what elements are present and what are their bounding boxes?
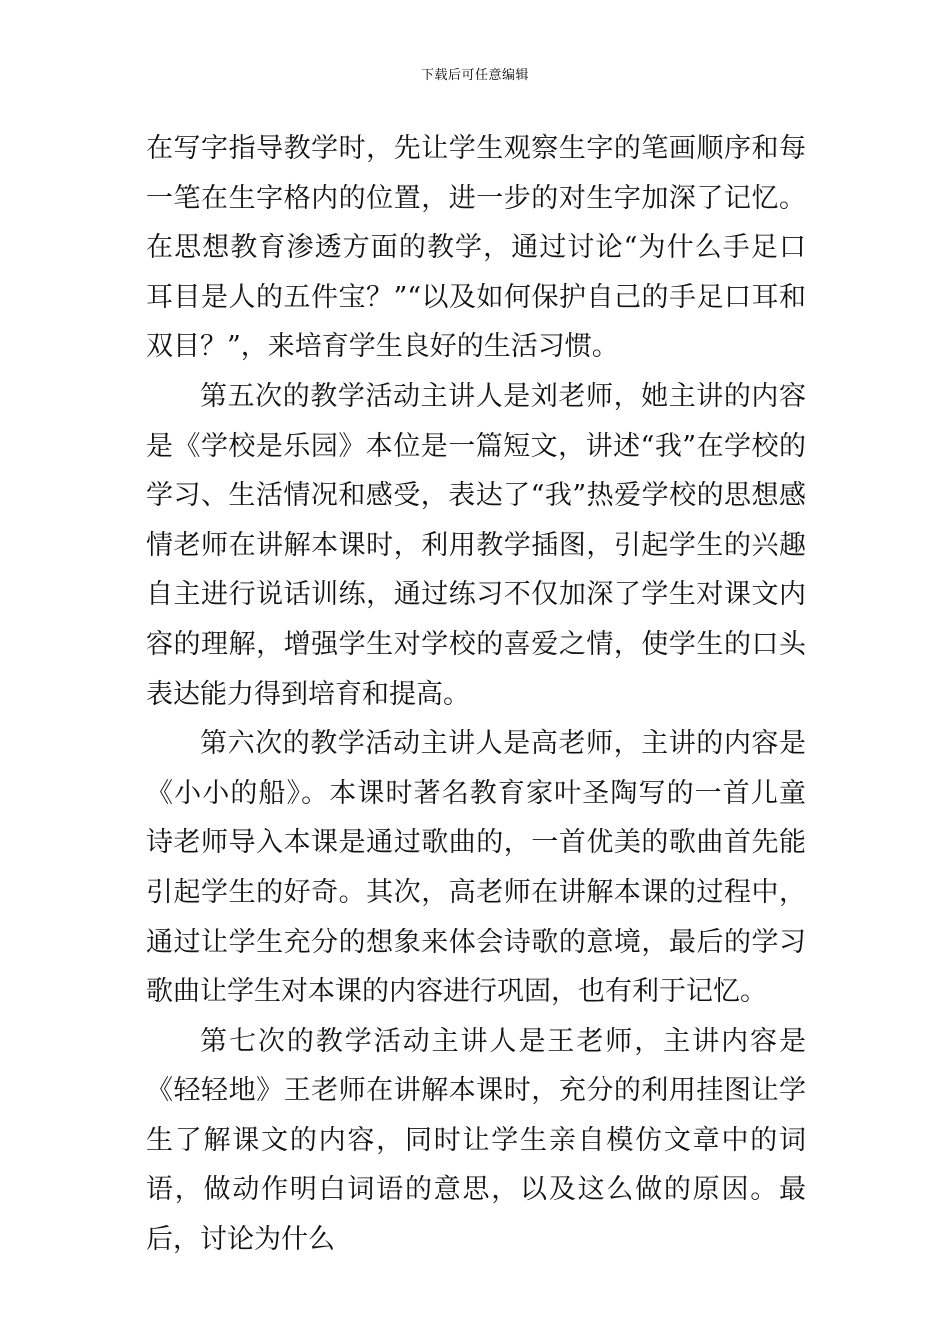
paragraph-1: 在写字指导教学时，先让学生观察生字的笔画顺序和每一笔在生字格内的位置，进一步的对生字加深了记忆。在思想教育渗透方面的教学，通过讨论“为什么手足口耳目是人的五件宝？”“以及如何保护自己的手足口耳和双目？”，来培育学生良好的生活习惯。 <box>146 133 806 363</box>
paragraph-4: 第七次的教学活动主讲人是王老师，主讲内容是《轻轻地》王老师在讲解本课时，充分的利用挂图让学生了解课文的内容，同时让学生亲自模仿文章中的词语，做动作明白词语的意思，以及这么做的原因。最后，讨论为什么 <box>146 1025 806 1256</box>
document-body <box>146 124 806 1265</box>
page-header: 下载后可任意编辑 <box>420 68 529 83</box>
paragraph-2: 第五次的教学活动主讲人是刘老师，她主讲的内容是《学校是乐园》本位是一篇短文，讲述“我”在学校的学习、生活情况和感受，表达了“我”热爱学校的思想感情老师在讲解本课时，利用教学插图，引起学生的兴趣自主进行说话训练，通过练习不仅加深了学生对课文内容的理解，增强学生对学校的喜爱之情，使学生的口头表达能力得到培育和提高。 <box>146 380 806 710</box>
paragraph-3: 第六次的教学活动主讲人是高老师，主讲的内容是《小小的船》。本课时著名教育家叶圣陶写的一首儿童诗老师导入本课是通过歌曲的，一首优美的歌曲首先能引起学生的好奇。其次，高老师在讲解本课的过程中，通过让学生充分的想象来体会诗歌的意境，最后的学习歌曲让学生对本课的内容进行巩固，也有利于记忆。 <box>146 728 806 1008</box>
